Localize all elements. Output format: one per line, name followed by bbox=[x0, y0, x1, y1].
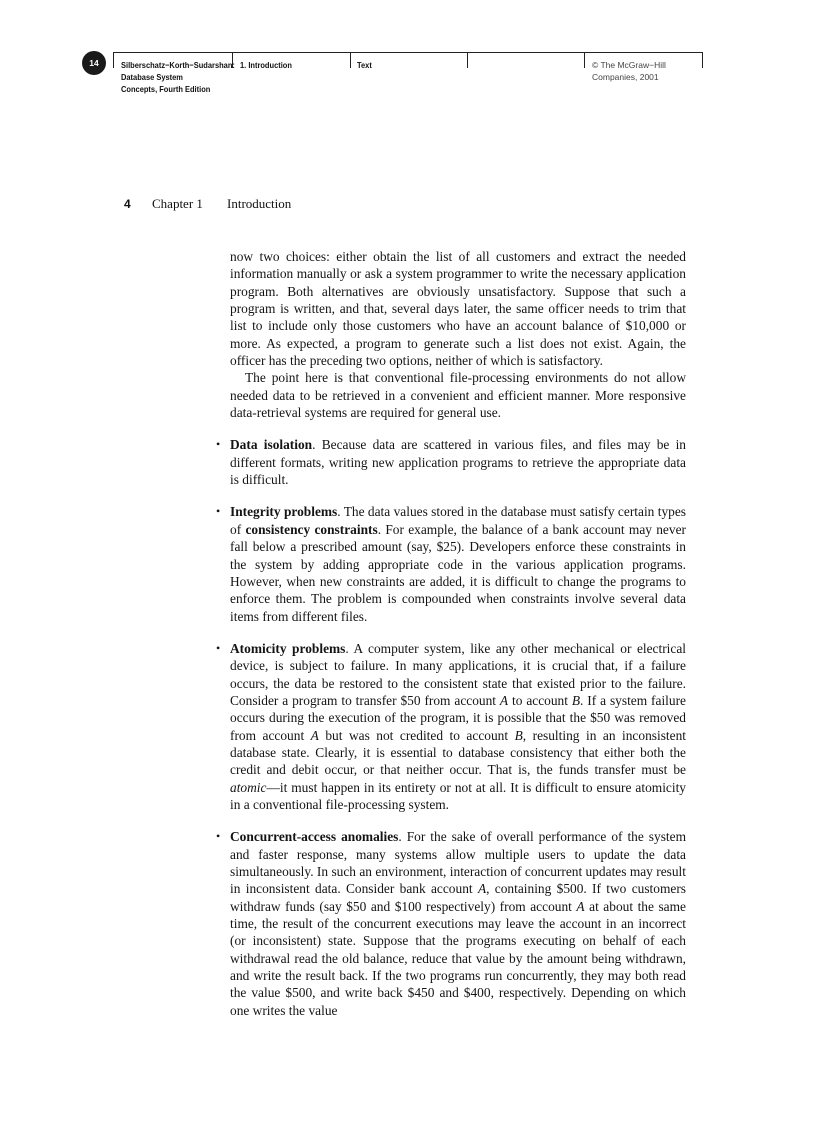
list-item-integrity-problems bbox=[216, 503, 686, 624]
item-text: . The data values stored in the database must satisfy certain types of bbox=[230, 504, 686, 537]
term: Data isolation bbox=[230, 437, 313, 453]
item-text: but was not credited to account bbox=[318, 727, 515, 743]
header-divider bbox=[584, 52, 585, 68]
body-text bbox=[216, 248, 687, 1034]
bullet: • bbox=[216, 829, 221, 844]
item-text: . If a system failure occurs during the execution of the program, it is possible that the $50 was removed from account bbox=[230, 692, 686, 743]
item-text: , containing $500. If two customers withdraw funds (say $50 and $100 respectively) from account bbox=[230, 881, 686, 914]
bullet: • bbox=[216, 504, 221, 519]
item-text: . For example, the balance of a bank account may never fall below a prescribed amount (say, $25). Developers enforce these constraints in the system by adding appropriate code in the various application programs. However, when new constraints are added, it is difficult to change the programs to enforce them. The problem is compounded when constraints involve several data items from different files. bbox=[230, 521, 686, 624]
variable: A bbox=[499, 692, 509, 708]
item-text: . For the sake of overall performance of the system and faster response, many systems allow multiple users to update the data simultaneously. In such an environment, interaction of concurrent updates may result in inconsistent data. Consider bank account bbox=[230, 829, 686, 897]
variable: A bbox=[576, 898, 585, 914]
running-head bbox=[124, 196, 291, 212]
header-publisher-line1: © The McGraw−Hill bbox=[592, 60, 666, 70]
header-rule bbox=[113, 52, 703, 53]
header-title-line1: Database System bbox=[121, 72, 183, 82]
running-head-chapter: Chapter 1 bbox=[152, 196, 203, 211]
list-item-concurrent-access bbox=[216, 828, 686, 1019]
item-text: at about the same time, the result of the concurrent executions may leave the account in an incorrect (or inconsistent) state. Suppose that the programs executing on behalf of each withdrawal read the old balance, reduce that value by the amount being withdrawn, and write the result back. If the two programs run concurrently, they may both read the value $500, and write back $450 and $400, respectively. Depending on which one writes the value bbox=[230, 898, 686, 1018]
header-publisher bbox=[592, 59, 666, 83]
running-head-page: 4 bbox=[124, 197, 131, 211]
paragraph: now two choices: either obtain the list of all customers and extract the needed information manually or ask a system programmer to write the necessary application program. Both alternatives are obviously unsatisfactory. Suppose that such a program is written, and that, several days later, the same officer needs to trim that list to include only those customers who have an account balance of $10,000 or more. As expected, a program to generate such a list does not exist. Again, the officer has the preceding two options, neither of which is satisfactory. bbox=[230, 249, 686, 369]
header-publisher-line2: Companies, 2001 bbox=[592, 72, 659, 82]
header-type: Text bbox=[357, 60, 372, 70]
item-text: —it must happen in its entirety or not at all. It is difficult to ensure atomicity in a conventional file-processing system. bbox=[230, 779, 686, 812]
variable: A bbox=[477, 881, 487, 897]
header-authors: Silberschatz−Korth−Sudarshan: bbox=[121, 60, 235, 70]
header-part: 1. Introduction bbox=[240, 60, 292, 70]
variable: A bbox=[310, 727, 319, 743]
header-title-line2: Concepts, Fourth Edition bbox=[121, 84, 211, 94]
item-text: , resulting in an inconsistent database state. Clearly, it is essential to database consistency that either both the credit and debit occur, or that neither occur. That is, the funds transfer must be bbox=[230, 727, 686, 778]
term: Concurrent-access anomalies bbox=[230, 829, 399, 845]
header-divider bbox=[350, 52, 351, 68]
header-divider bbox=[467, 52, 468, 68]
header-divider bbox=[113, 52, 114, 68]
problem-list bbox=[216, 436, 687, 1019]
list-item-atomicity-problems bbox=[216, 640, 687, 813]
variable: B bbox=[571, 692, 581, 708]
paragraph: The point here is that conventional file-processing environments do not allow needed data to be retrieved in a convenient and efficient manner. More responsive data-retrieval systems are required for general use. bbox=[230, 370, 686, 421]
term: Atomicity problems bbox=[230, 640, 346, 656]
bullet: • bbox=[216, 437, 221, 452]
list-item-data-isolation bbox=[216, 436, 686, 488]
item-text: . A computer system, like any other mechanical or electrical device, is subject to failure. In many applications, it is crucial that, if a failure occurs, the data be restored to the consistent state that existed prior to the failure. Consider a program to transfer $50 from account bbox=[230, 640, 687, 708]
item-text: . Because data are scattered in various files, and files may be in different formats, writing new application programs to retrieve the appropriate data is difficult. bbox=[230, 437, 686, 488]
term: Integrity problems bbox=[230, 504, 338, 520]
item-text: to account bbox=[508, 692, 572, 708]
page-number-badge: 14 bbox=[82, 51, 106, 75]
header-book-info bbox=[121, 59, 235, 95]
bullet: • bbox=[216, 640, 221, 655]
keyword: consistency constraints bbox=[245, 521, 378, 537]
variable: B bbox=[514, 727, 523, 743]
header-divider bbox=[702, 52, 703, 68]
emphasis: atomic bbox=[230, 779, 267, 795]
running-head-title: Introduction bbox=[227, 196, 292, 211]
